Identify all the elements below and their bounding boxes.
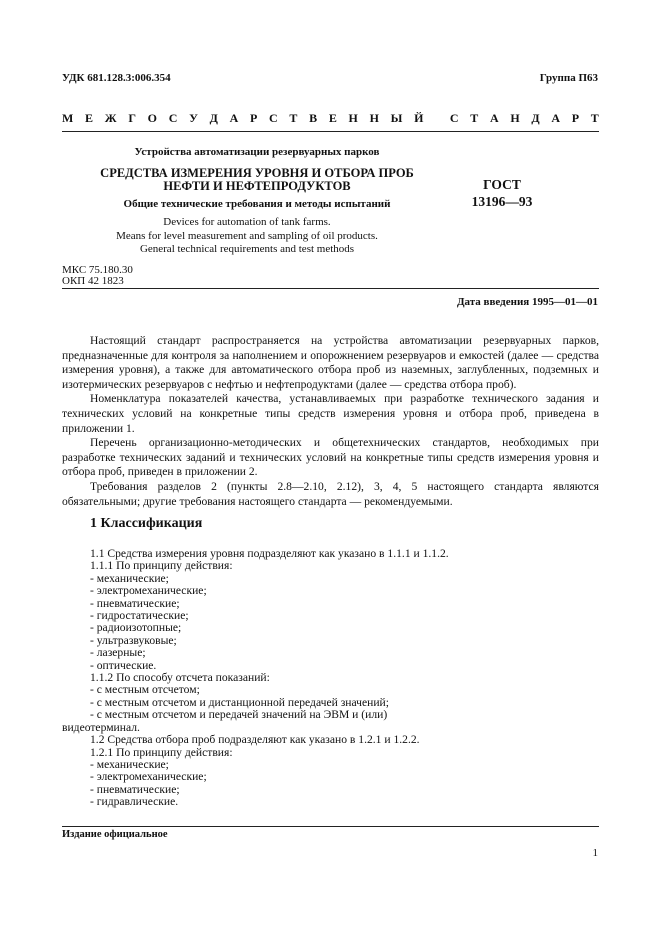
classification-line: 1.1 Средства измерения уровня подразделяют как указано в 1.1.1 и 1.1.2. [90, 547, 449, 560]
codes-divider [62, 288, 599, 289]
intro-paragraph: Настоящий стандарт распространяется на устройства автоматизации резервуарных парков, предназначенные для контроля за наполнением и опорожнением резервуаров и емкостей (далее — средства измерения уровня), а также для автоматического отбора проб из наземных, заглубленных, подземных и изотермических резервуаров с нефтью и нефтепродуктами (далее — средства отбора проб). [62, 334, 599, 391]
heading-letter: Т [289, 111, 298, 125]
gost-label: ГОСТ [483, 177, 521, 192]
classification-line: - гидростатические; [90, 609, 189, 623]
mks-code: МКС 75.180.30 [62, 264, 133, 276]
classification-line: 1.2 Средства отбора проб подразделяют как указано в 1.2.1 и 1.2.2. [90, 733, 420, 747]
standard-type-heading [62, 111, 599, 126]
title-main-line2: НЕФТИ И НЕФТЕПРОДУКТОВ [163, 179, 351, 193]
heading-letter: У [189, 111, 198, 125]
heading-letter: С [168, 111, 178, 125]
classification-line: - механические; [90, 757, 169, 771]
heading-letter: Р [249, 111, 258, 125]
heading-letter: Е [328, 111, 337, 125]
title-requirements: Общие технические требования и методы испытаний [123, 198, 391, 210]
heading-letter: Н [510, 111, 520, 125]
heading-letter: Ы [390, 111, 403, 125]
classification-line: - электромеханические; [90, 584, 207, 598]
heading-letter: О [147, 111, 158, 125]
heading-letter: Н [348, 111, 358, 125]
heading-letter: Т [470, 111, 479, 125]
heading-letter: А [229, 111, 239, 125]
classification-line: - с местным отсчетом и дистанционной передачей значений; [90, 695, 389, 709]
classification-line: - пневматические; [90, 596, 180, 610]
classification-line: - механические; [90, 571, 169, 585]
classification-line: - радиоизотопные; [90, 621, 182, 635]
heading-letter: С [449, 111, 459, 125]
heading-letter: Д [209, 111, 218, 125]
classification-line: 1.1.2 По способу отсчета показаний: [90, 671, 270, 685]
classification-line: - гидравлические. [90, 795, 179, 809]
intro-paragraph: Требования разделов 2 (пункты 2.8—2.10, 2.12), 3, 4, 5 настоящего стандарта являются обязательными; другие требования настоящего стандарта — рекомендуемыми. [62, 479, 599, 508]
heading-letter [435, 111, 438, 126]
group-code: Группа П63 [539, 72, 598, 84]
classification-line: - с местным отсчетом и передачей значений на ЭВМ и (или) [90, 708, 388, 722]
title-english-line1: Devices for automation of tank farms. [163, 216, 331, 228]
classification-line: 1.2.1 По принципу действия: [90, 745, 233, 759]
heading-letter: С [269, 111, 278, 125]
top-divider [62, 131, 599, 132]
heading-letter: А [489, 111, 499, 125]
heading-letter: Г [128, 111, 136, 125]
section-heading: 1 Классификация [90, 516, 203, 531]
heading-letter: Т [590, 111, 599, 125]
heading-letter: Ж [104, 111, 117, 125]
heading-letter: Д [531, 111, 540, 125]
title-subtitle: Устройства автоматизации резервуарных парков [134, 146, 380, 158]
title-english-line2: Means for level measurement and sampling of oil products. [116, 230, 378, 242]
heading-letter: Р [571, 111, 580, 125]
heading-letter: В [309, 111, 318, 125]
page-number: 1 [592, 847, 598, 859]
classification-line: - электромеханические; [90, 770, 207, 784]
intro-paragraph: Перечень организационно-методических и общетехнических стандартов, необходимых при разработке технических заданий и технических условий на конкретные типы средств измерения уровня и отбора проб, приведен в приложении 2. [62, 436, 599, 479]
heading-letter: Й [414, 111, 424, 125]
title-english-line3: General technical requirements and test methods [139, 243, 355, 255]
intro-text [62, 334, 599, 509]
okp-code: ОКП 42 1823 [62, 275, 124, 287]
classification-line: 1.1.1 По принципу действия: [90, 559, 233, 573]
classification-list [62, 547, 600, 809]
intro-paragraph: Номенклатура показателей качества, устанавливаемых при разработке технического задания и технических условий на конкретные типы средств измерения уровня и отбора проб, приведена в приложении 1. [62, 392, 599, 435]
gost-number: 13196—93 [471, 194, 533, 209]
heading-letter: М [62, 111, 74, 125]
classification-line: - пневматические; [90, 782, 180, 796]
footer-divider [62, 826, 599, 827]
heading-letter: Е [85, 111, 94, 125]
classification-line: - с местным отсчетом; [90, 683, 200, 697]
udk-code: УДК 681.128.3:006.354 [62, 72, 171, 84]
classification-line: - оптические. [90, 658, 157, 672]
edition-label: Издание официальное [62, 829, 168, 840]
classification-line: - ультразвуковые; [90, 633, 177, 647]
heading-letter: Н [369, 111, 379, 125]
classification-line: видеотерминал. [62, 720, 140, 734]
title-main-line1: СРЕДСТВА ИЗМЕРЕНИЯ УРОВНЯ И ОТБОРА ПРОБ [100, 166, 414, 180]
introduction-date: Дата введения 1995—01—01 [456, 296, 598, 308]
classification-line: - лазерные; [90, 646, 146, 660]
heading-letter: А [551, 111, 561, 125]
